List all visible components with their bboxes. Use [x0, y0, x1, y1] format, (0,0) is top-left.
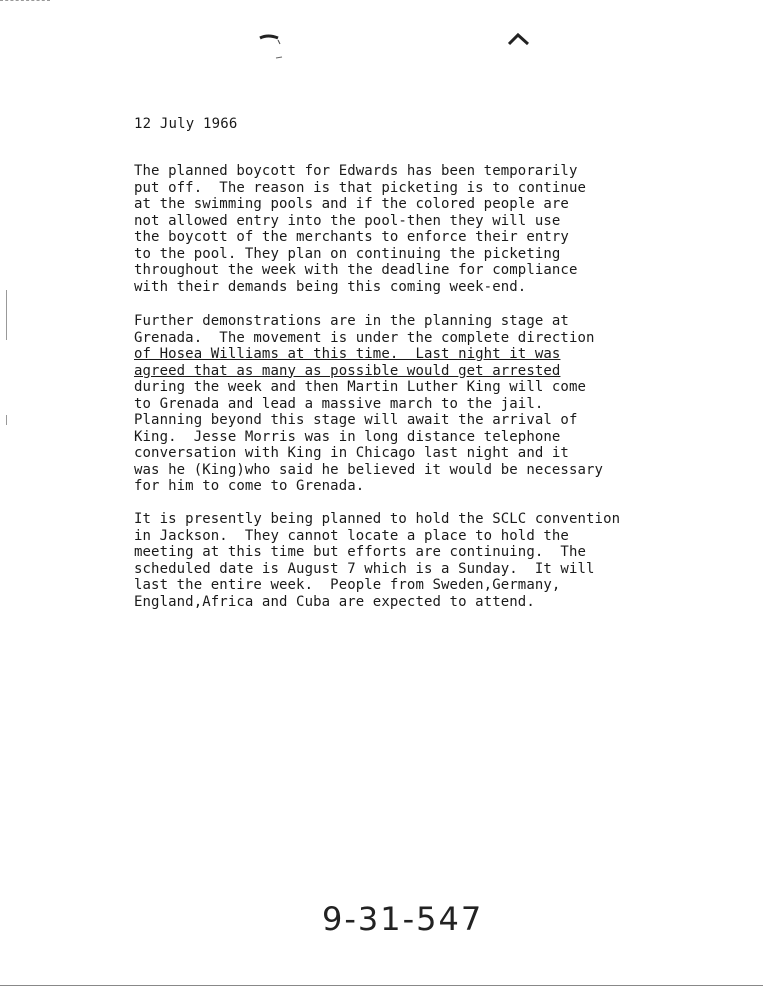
text-line: King. Jesse Morris was in long distance telephone [134, 428, 561, 445]
text-line-underlined: of Hosea Williams at this time. Last night it was [134, 346, 561, 362]
document-date: 12 July 1966 [134, 116, 238, 132]
text-line: during the week and then Martin Luther King will come [134, 379, 587, 395]
text-line: not allowed entry into the pool-then they will use [134, 212, 561, 229]
text-line: scheduled date is August 7 which is a Sunday. It will [134, 560, 595, 577]
text-line: conversation with King in Chicago last night and it [134, 445, 569, 461]
text-line: Grenada. The movement is under the complete direction [134, 329, 595, 346]
text-line-underlined: agreed that as many as possible would get arrested [134, 362, 561, 379]
margin-mark [6, 415, 7, 425]
text-line: in Jackson. They cannot locate a place to hold the [134, 527, 569, 544]
text-line: to Grenada and lead a massive march to the jail. [134, 395, 544, 412]
text-line: the boycott of the merchants to enforce their entry [134, 229, 569, 245]
text-line: Planning beyond this stage will await the arrival of [134, 412, 578, 428]
text-line: meeting at this time but efforts are continuing. The [134, 544, 587, 560]
text-line: throughout the week with the deadline for compliance [134, 262, 578, 278]
header-caret-icon [506, 32, 532, 50]
paragraph-boycott [134, 163, 674, 295]
text-line: was he (King)who said he believed it would be necessary [134, 461, 604, 478]
text-line: It is presently being planned to hold the SCLC convention [134, 511, 621, 527]
text-line: Further demonstrations are in the planning stage at [134, 313, 569, 329]
bottom-scan-edge [0, 985, 763, 986]
paragraph-convention [134, 511, 694, 610]
paragraph-demonstrations [134, 313, 674, 495]
text-line: for him to come to Grenada. [134, 478, 365, 494]
text-line: England,Africa and Cuba are expected to attend. [134, 593, 535, 610]
scan-edge-marks [0, 0, 50, 2]
margin-mark [6, 290, 7, 340]
text-line: put off. The reason is that picketing is to continue [134, 179, 587, 196]
text-line: with their demands being this coming week-end. [134, 278, 527, 295]
text-line: at the swimming pools and if the colored people are [134, 196, 569, 212]
text-line: to the pool. They plan on continuing the picketing [134, 245, 561, 262]
handwritten-file-number: 9-31-547 [322, 900, 484, 938]
header-scribble-left-icon [258, 32, 288, 62]
text-line: The planned boycott for Edwards has been temporarily [134, 163, 578, 179]
text-line: last the entire week. People from Sweden,Germany, [134, 577, 561, 593]
